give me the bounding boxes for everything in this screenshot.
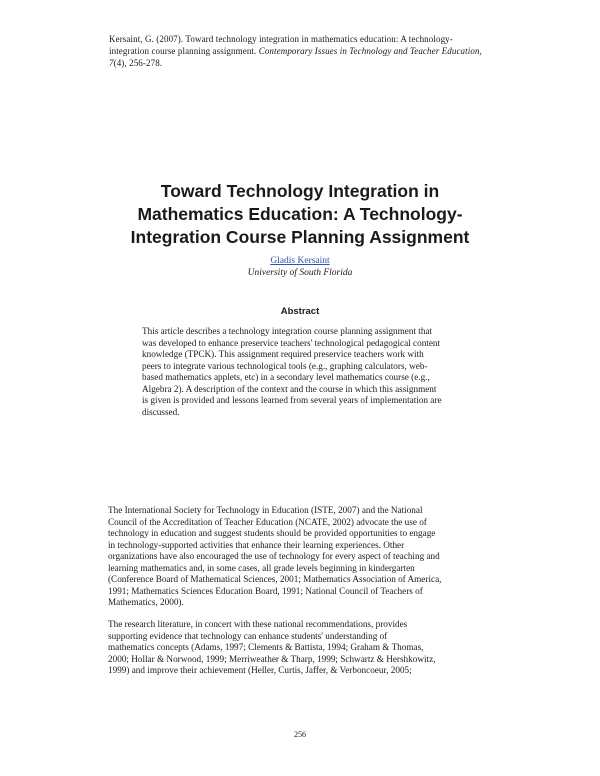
title-line: Toward Technology Integration in bbox=[160, 181, 440, 201]
body-line: 1991; Mathematics Sciences Education Board, 1991; National Council of Teachers of bbox=[108, 585, 423, 596]
abstract-text bbox=[142, 326, 474, 418]
citation-volume: 7 bbox=[109, 58, 114, 68]
body-line: in technology-supported activities that enhance their learning experiences. Other bbox=[108, 539, 405, 550]
abstract-line: knowledge (TPCK). This assignment required preservice teachers work with bbox=[142, 349, 424, 359]
abstract-line: based mathematics applets, etc) in a secondary level mathematics course (e.g., bbox=[142, 372, 430, 382]
abstract-line: Algebra 2). A description of the context and the course in which this assignment bbox=[142, 383, 437, 394]
author-block bbox=[200, 255, 400, 279]
body-line: technology in education and suggest students should be provided opportunities to engage bbox=[108, 528, 436, 538]
citation-journal: Contemporary Issues in Technology and Teacher Education, bbox=[258, 46, 482, 56]
abstract-line: discussed. bbox=[142, 406, 180, 417]
abstract-line: is given is provided and lessons learned from several years of implementation are bbox=[142, 395, 442, 405]
title-line: Mathematics Education: A Technology- bbox=[137, 204, 463, 224]
citation-header bbox=[109, 33, 489, 69]
abstract-line: peers to integrate various technological tools (e.g., graphing calculators, web- bbox=[142, 360, 428, 371]
body-line: The International Society for Technology in Education (ISTE, 2007) and the National bbox=[108, 505, 423, 515]
body-line: Council of the Accreditation of Teacher Education (NCATE, 2002) advocate the use of bbox=[108, 516, 427, 527]
body-line: The research literature, in concert with these national recommendations, provides bbox=[108, 619, 408, 629]
citation-text: Kersaint, G. (2007). Toward technology integration in mathematics education: A technology-integration course planning assignment. bbox=[109, 34, 453, 56]
body-line: 1999) and improve their achievement (Heller, Curtis, Jaffer, & Verboncoeur, 2005; bbox=[108, 665, 412, 675]
author-affiliation: University of South Florida bbox=[247, 268, 353, 278]
abstract-line: was developed to enhance preservice teachers' technological pedagogical content bbox=[142, 337, 441, 348]
body-line: Mathematics, 2000). bbox=[108, 597, 184, 607]
body-line: 2000; Hollar & Norwood, 1999; Merriweather & Tharp, 1999; Schwartz & Hershkowitz, bbox=[108, 653, 436, 664]
body-line: (Conference Board of Mathematical Sciences, 2001; Mathematics Association of America, bbox=[108, 574, 442, 584]
body-line: organizations have also encouraged the use of technology for every aspect of teaching and bbox=[108, 551, 440, 561]
abstract-heading: Abstract bbox=[280, 306, 320, 317]
body-line: mathematics concepts (Adams, 1997; Clements & Battista, 1994; Graham & Thomas, bbox=[108, 642, 424, 652]
abstract-line: This article describes a technology integration course planning assignment that bbox=[142, 326, 433, 336]
body-line: supporting evidence that technology can enhance students' understanding of bbox=[108, 630, 388, 641]
citation-issue-pages: (4), 256-278. bbox=[113, 58, 163, 68]
page-number: 256 bbox=[294, 730, 306, 739]
body-paragraph-1 bbox=[108, 505, 498, 609]
body-paragraph-2 bbox=[108, 619, 498, 677]
author-link[interactable]: Gladis Kersaint bbox=[270, 256, 330, 266]
body-line: learning mathematics and, in some cases, all grade levels beginning in kindergarten bbox=[108, 562, 415, 573]
article-title bbox=[100, 180, 500, 249]
title-line: Integration Course Planning Assignment bbox=[130, 227, 470, 247]
